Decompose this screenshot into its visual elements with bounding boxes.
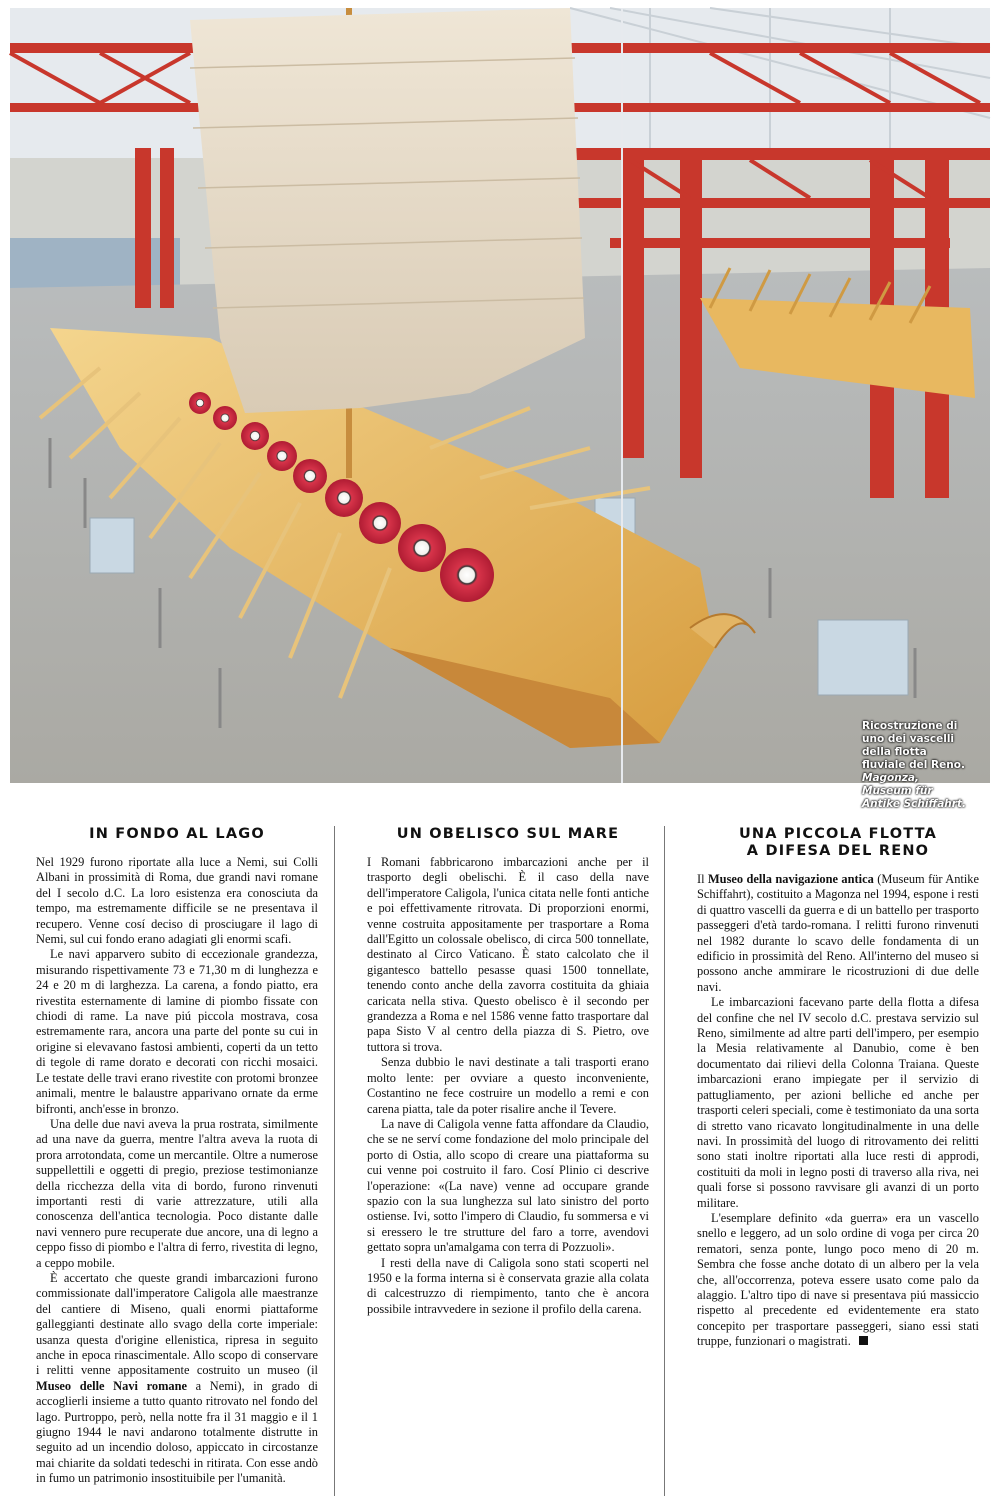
paragraph-text: È accertato che queste grandi imbarcazioni furono commissionate dall'imperatore Caligola alle maestranze del cantiere di Miseno, quali enormi piattaforme galleggianti destinate allo svago della corte imperiale: usanza questa d'origine ellenistica, ripresa in seguito anche in epoca rinascimentale. Allo scopo di conservare i relitti venne appositamente costruito un museo (il: [36, 1270, 318, 1378]
heading-line: UNA PICCOLA FLOTTA: [738, 826, 938, 842]
paragraph-text: Il: [697, 872, 708, 886]
paragraph: La nave di Caligola venne fatta affondare da Claudio, che se ne serví come fondazione del molo principale del porto di Ostia, allo scopo di creare una piattaforma su cui venne poi costruito il faro. Cosí Plinio ci descrive l'operazione: «(La nave) venne ad occupare grande spazio con la sua lunghezza sul lato sinistro del porto ostiense. Ivi, sotto l'impero di Claudio, fu sommersa e vi si eressero le tre strutture del faro a torre, avendovi gettato sopra un'amalgama con terra di Pozzuoli».: [367, 1116, 649, 1255]
paragraph: I resti della nave di Caligola sono stati scoperti nel 1950 e la forma interna si è conservata grazie alla colata di calcestruzzo di riempimento, tanto che è ancora possibile intravvedere in sezione il profilo della carena.: [367, 1255, 649, 1316]
paragraph: [697, 872, 979, 995]
paragraph: [697, 1211, 979, 1350]
museum-ship-photo: [10, 8, 990, 810]
paragraph: I Romani fabbricarono imbarcazioni anche per il trasporto degli obelischi. È il caso della nave dell'imperatore Caligola, l'unica citata nelle fonti antiche e poi effettivamente ritrovata. Di proporzioni enormi, venne costruita appositamente per trasportare a Roma dall'Egitto un colossale obelisco, di circa 500 tonnellate, destinato al Circo Vaticano. È stato calcolato che il gigantesco battello pesasse quasi 1500 tonnellate, tenendo conto anche della zavorra costituita da ghiaia caricata nella stiva. Questo obelisco è il secondo per grandezza a Roma e nel 1586 venne fatto trasportare dal papa Sisto V al centro della piazza di S. Pietro, ove tuttora si trova.: [367, 855, 649, 1054]
museum-name: Museo delle Navi romane: [36, 1378, 187, 1393]
paragraph: Le navi apparvero subito di eccezionale grandezza, misurando rispettivamente 73 e 71,30 m di lunghezza e 24 e 20 m di larghezza. La carena, a fondo piatto, era rivestita esternamente di lamine di piombo fissate con chiodi di rame. La nave piú piccola mostrava, cosa estremamente rara, ancora una parte del ponte su cui in origine si elevavano fastosi ambienti, coperti da un tetto di tegole di rame dorato e decorati con ricchi mosaici. Le testate delle travi erano rivestite con protomi bronzee animali, mentre le balaustre apparivano ornate da erme bifronti, anch'esse in bronzo.: [36, 947, 318, 1116]
paragraph-text: a Nemi), in grado di accoglierli insieme a tutto quanto ritrovato nel fondo del lago. Purtroppo, però, nella notte fra il 31 maggio e il 1 giugno 1944 le navi andarono totalmente distrutte in seguito ad un incendio doloso, appiccato in circostanze mai chiarite da soldati tedeschi in ritirata. Con esse andò in fumo un patrimonio insostituibile per l'umanità.: [36, 1378, 318, 1486]
paragraph: Le imbarcazioni facevano parte della flotta a difesa del confine che nel IV secolo d.C. prestava servizio sul Reno, similmente ad altre parti dell'impero, per esempio la Mesia relativamente al Danubio, come è ben documentato dai rilievi della Colonna Traiana. Queste imbarcazioni erano impiegate per il servizio di pattugliamento, per azioni belliche ed anche per trasporti celeri speciali, come è testimoniato da una sorta di stretto vano ricavato longitudinalmente in una delle navi. In prossimità del luogo di ritrovamento dei relitti sono stati inoltre riportati alla luce resti di approdi, costituiti da moli in legno posti di traverso alla riva, nei quali forse si possono ravvisare gli avanzi di un porto militare.: [697, 995, 979, 1210]
photo-caption: [862, 720, 968, 811]
section-heading: [697, 826, 979, 860]
section-heading: UN OBELISCO SUL MARE: [396, 826, 620, 842]
caption-location: Magonza, Museum für Antike Schiffahrt.: [862, 772, 966, 810]
heading-line: A DIFESA DEL RENO: [746, 843, 930, 859]
section-heading: IN FONDO AL LAGO: [89, 826, 265, 842]
museum-name: Museo della navigazione antica: [707, 872, 874, 886]
column-in-fondo-al-lago: [36, 826, 318, 1487]
column-flotta-reno: [697, 826, 979, 1350]
paragraph-text: L'esemplare definito «da guerra» era un vascello snello e leggero, ad un solo ordine di voga per circa 20 rematori, senza ponte, lungo poco meno di 20 m. Sembra che fosse anche dotato di un albero per la vela che, all'occorrenza, poteva essere usato come palo da alaggio. L'altro tipo di nave si presentava piú massiccio rispetto al precedente ed evidentemente era stato concepito per trasportare passeggeri, siano essi stati truppe, funzionari o magistrati.: [697, 1210, 979, 1349]
paragraph: Nel 1929 furono riportate alla luce a Nemi, sui Colli Albani in prossimità di Roma, due grandi navi romane del I secolo d.C. La loro esistenza era conosciuta da tempo, ma estremamente difficile se ne presentava il recupero. Venne cosí deciso di prosciugare il lago di Nemi, sul cui fondo erano adagiati gli enormi scafi.: [36, 855, 318, 947]
paragraph: Una delle due navi aveva la prua rostrata, similmente ad una nave da guerra, mentre l'altra aveva la ruota di prora arrotondata, come un mercantile. Oltre a numerose suppellettili e oggetti di pregio, preziose testimonianze della ricchezza della vita di bordo, furono rinvenuti importanti resti di varie attrezzature, utili alla conoscenza dell'antica tecnologia. Poco distante dalle navi vennero pure recuperate due ancore, una di legno a ceppo fisso di piombo e l'altra di ferro, rivestita di legno, a ceppo mobile.: [36, 1116, 318, 1270]
paragraph: Senza dubbio le navi destinate a tali trasporti erano molto lente: per ovviare a questo inconveniente, Costantino ne fece costruire un modello a remi e con carena piatta, tale da poter risalire anche il Tevere.: [367, 1055, 649, 1116]
paragraph-text: (Museum für Antike Schiffahrt), costituito a Magonza nel 1994, espone i resti di quattro vascelli da guerra e di un battello per trasporto passeggeri d'età tardo-romana. I relitti furono rinvenuti nel 1982 durante lo scavo delle fondamenta di un edificio in prossimità del Reno. All'interno del museo si possono anche ammirare le ricostruzioni di due delle navi.: [697, 872, 979, 994]
caption-text: Ricostruzione di uno dei vascelli della flotta fluviale del Reno.: [862, 720, 965, 771]
ship-illustration: [10, 8, 990, 783]
column-divider: [334, 826, 335, 1496]
column-obelisco: [367, 826, 649, 1317]
paragraph: [36, 1271, 318, 1487]
column-divider: [664, 826, 665, 1496]
end-mark-icon: [859, 1336, 868, 1345]
